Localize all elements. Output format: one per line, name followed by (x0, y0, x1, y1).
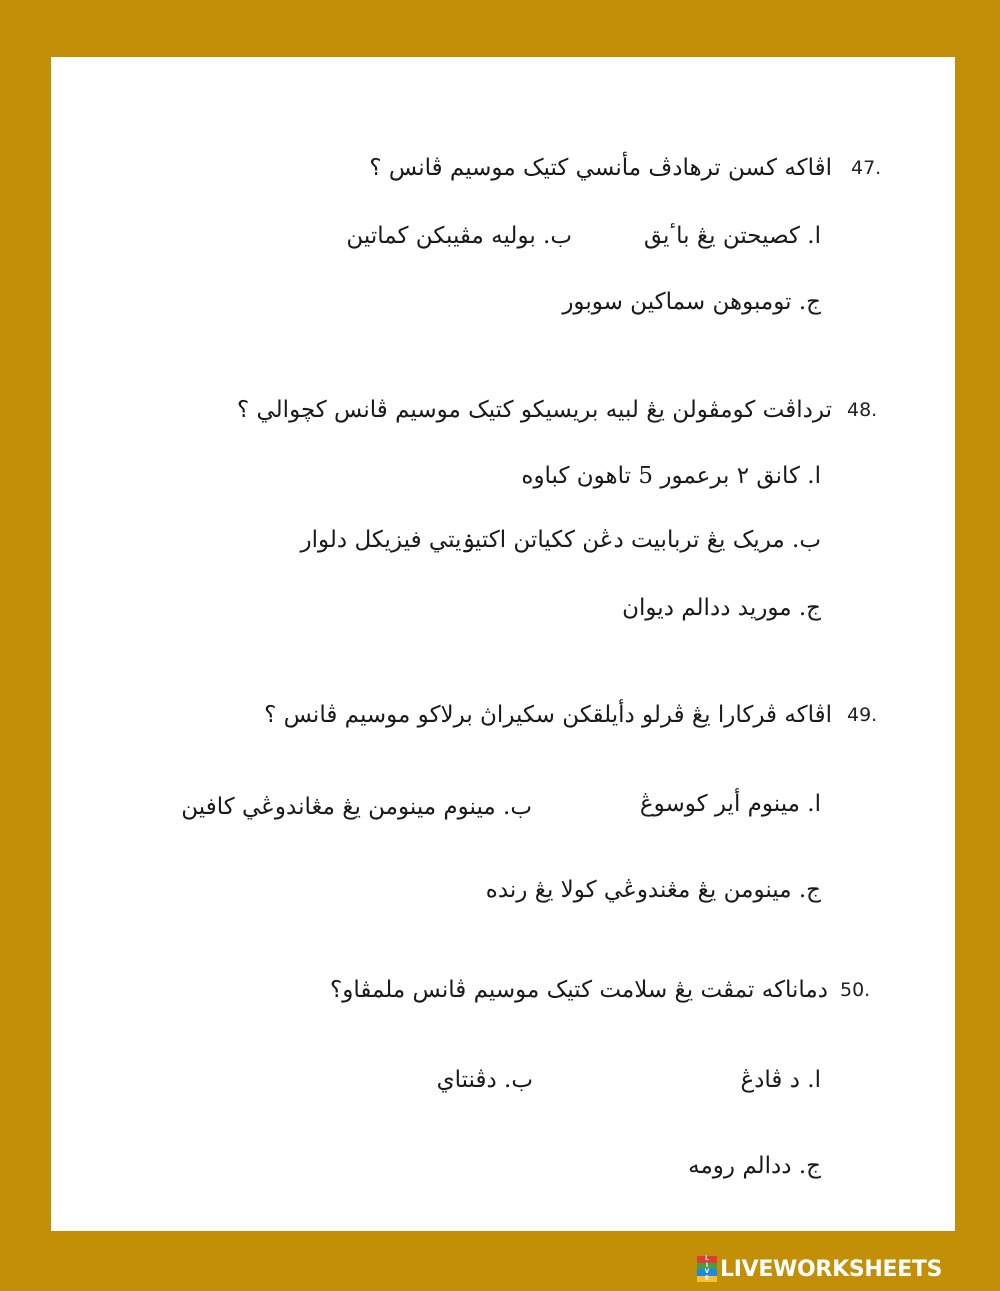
option-c[interactable]: ج. مينومن يڠ مڠندوڠي كولا يڠ رنده (485, 877, 821, 903)
brand-name: LIVEWORKSHEETS (720, 1256, 943, 1282)
worksheet-page (51, 57, 955, 1231)
logo-letter: E (697, 1276, 717, 1283)
option-a[interactable]: ا. كصيحتن يڠ باٴيق (643, 223, 821, 249)
question-number: 48. (847, 399, 878, 421)
option-a[interactable]: ا. كانق ٢ برعمور 5 تاهون كباوه (521, 463, 821, 489)
option-b[interactable]: ب. دڤنتاي (436, 1067, 533, 1093)
option-a[interactable]: ا. د ڤادڠ (740, 1067, 821, 1093)
question-text: دماناكه تمڤت يڠ سلامت كتيک موسيم ڤانس ملمڤاو؟ (330, 977, 828, 1003)
logo-letter: I (697, 1263, 717, 1270)
question-number: 47. (851, 157, 882, 179)
option-c[interactable]: ج. ددالم رومه (688, 1153, 821, 1179)
question-number: 49. (847, 704, 878, 726)
option-c[interactable]: ج. تومبوهن سماكين سوبور (562, 289, 821, 315)
option-c[interactable]: ج. موريد ددالم ديوان (622, 595, 821, 621)
liveworksheets-logo[interactable] (697, 1254, 942, 1284)
question-number: 50. (840, 979, 871, 1001)
question-text: ترداڤت كومڤولن يڠ لبيه بريسيكو كتيک موسيم ڤانس كچوالي ؟ (236, 397, 832, 423)
option-b[interactable]: ب. بوليه مڤيبكن كماتين (346, 223, 572, 249)
question-text: اڤاكه ڤركارا يڠ ڤرلو دأيلقكن سكيراڽ برلاكو موسيم ڤانس ؟ (264, 702, 832, 728)
liveworksheets-logo-icon (697, 1256, 717, 1282)
question-text: اڤاكه كسن ترهادڤ مأنسي كتيک موسيم ڤانس ؟ (369, 155, 832, 181)
logo-letter: L (697, 1256, 717, 1263)
option-b[interactable]: ب. مينوم مينومن يڠ مڠاندوڠي كافين (181, 794, 532, 820)
logo-letter: V (697, 1269, 717, 1276)
option-a[interactable]: ا. مينوم أير كوسوڠ (639, 791, 821, 817)
option-b[interactable]: ب. مريک يڠ تربابيت دڠن ككياتن اكتيۏيتي فيزيكل دلوار (300, 527, 821, 553)
